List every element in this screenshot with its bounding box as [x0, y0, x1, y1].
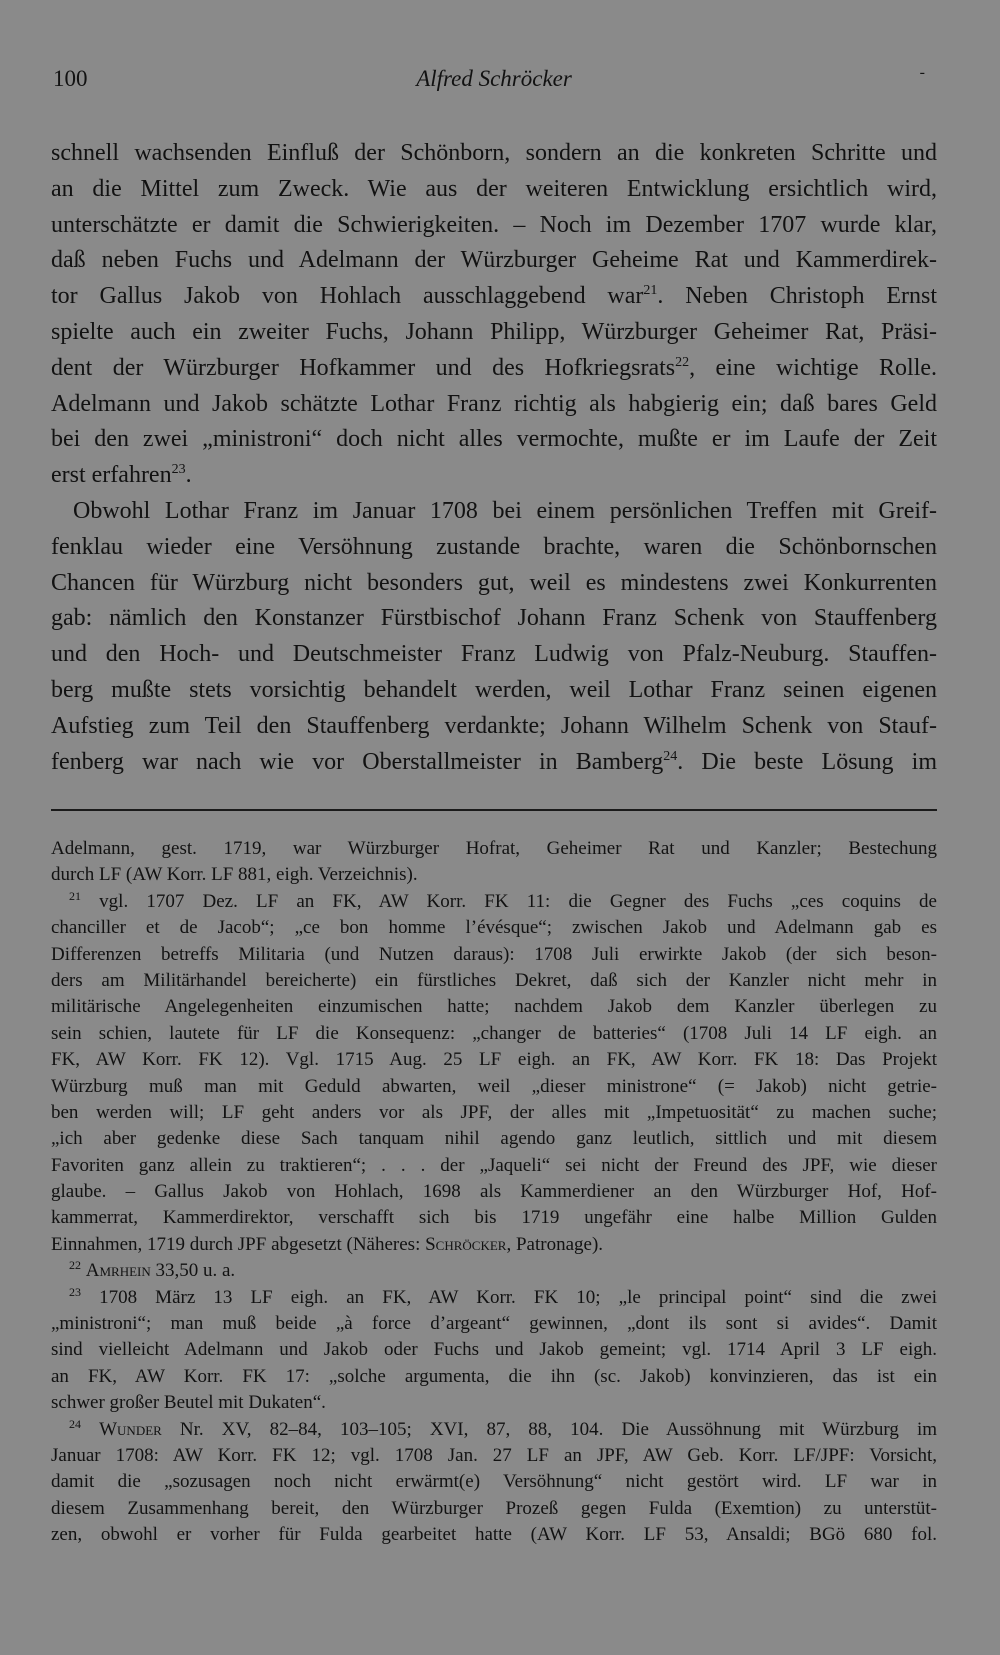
footnote-line: diesem Zusammenhang bereit, den Würzburger Prozeß gegen Fulda (Exemtion) zu unterstüt-	[51, 1497, 937, 1519]
footnote-line: Würzburg muß man mit Geduld abwarten, weil „dieser ministrone“ (= Jakob) nicht getrie-	[51, 1075, 937, 1097]
footnote-21: $^{21}$ vgl. 1707 Dez. LF an FK, AW Korr. FK 11: die Gegner des Fuchs „ces coquins de	[69, 888, 937, 912]
footnote-23: $^{23}$ 1708 März 13 LF eigh. an FK, AW Korr. FK 10; „le principal point“ sind die zwei	[69, 1284, 937, 1308]
footnote-line: FK, AW Korr. FK 12). Vgl. 1715 Aug. 25 LF eigh. an FK, AW Korr. FK 18: Das Projekt	[51, 1049, 937, 1071]
footnote-line: an FK, AW Korr. FK 17: „solche argumenta, die ihn (sc. Jakob) konvinzieren, das ist ein	[51, 1365, 937, 1387]
running-head	[51, 66, 937, 100]
footnote-line: damit die „sozusagen noch nicht erwärmt(e) Versöhnung“ nicht gestört wird. LF war in	[51, 1471, 937, 1493]
text-line: fenberg war nach wie vor Oberstallmeister in Bamberg$^{24}$. Die beste Lösung im	[51, 748, 937, 775]
footnote-line: Einnahmen, 1719 durch JPF abgesetzt (Näheres: Schröcker, Patronage).	[51, 1233, 604, 1255]
print-speck: -	[919, 64, 925, 81]
text-line: spielte auch ein zweiter Fuchs, Johann Philipp, Würzburger Geheimer Rat, Präsi-	[51, 318, 937, 345]
text-line: gab: nämlich den Konstanzer Fürstbischof Johann Franz Schenk von Stauffenberg	[51, 605, 937, 632]
text-line: bei den zwei „ministroni“ doch nicht alles vermochte, mußte er im Laufe der Zeit	[51, 426, 937, 453]
text-line: dent der Würzburger Hofkammer und des Hofkriegsrats$^{22}$, eine wichtige Rolle.	[51, 354, 938, 381]
footnote-line: kammerrat, Kammerdirektor, verschafft sich bis 1719 ungefähr eine halbe Million Gulden	[51, 1207, 937, 1229]
footnote-24: $^{24}$ Wunder Nr. XV, 82–84, 103–105; XVI, 87, 88, 104. Die Aussöhnung mit Würzburg im	[69, 1416, 938, 1440]
footnote-separator	[51, 809, 937, 811]
footnote-line: Adelmann, gest. 1719, war Würzburger Hofrat, Geheimer Rat und Kanzler; Bestechung	[51, 838, 937, 859]
text-line: und den Hoch- und Deutschmeister Franz Ludwig von Pfalz-Neuburg. Stauffen-	[51, 641, 937, 668]
footnote-line: sind vielleicht Adelmann und Jakob oder Fuchs und Jakob gemeint; vgl. 1714 April 3 LF eigh.	[51, 1339, 937, 1361]
footnote-number: 23	[69, 1284, 81, 1299]
body-text	[51, 136, 937, 780]
footnote-line: schwer großer Beutel mit Dukaten“.	[51, 1392, 326, 1414]
footnote-line: „ministroni“; man muß beide „à force d’argeant“ gewinnen, „dont ils sont si avides“. Damit	[51, 1313, 937, 1335]
text-line: tor Gallus Jakob von Hohlach ausschlaggebend war$^{21}$. Neben Christoph Ernst	[51, 283, 937, 310]
footnote-ref-21: 21	[643, 283, 658, 299]
footnote-line: zen, obwohl er vorher für Fulda gearbeitet hatte (AW Korr. LF 53, Ansaldi; BGö 680 fol.	[51, 1524, 937, 1546]
footnote-line: glaube. – Gallus Jakob von Hohlach, 1698 als Kammerdiener an den Würzburger Hof, Hof-	[51, 1181, 937, 1203]
text-line: fenklau wieder eine Versöhnung zustande brachte, waren die Schönbornschen	[51, 533, 937, 560]
footnote-line: chanciller et de Jacob“; „ce bon homme l’évésque“; zwischen Jakob und Adelmann gab es	[51, 917, 937, 939]
footnote-line: ders am Militärhandel bereicherte) ein fürstliches Dekret, daß sich der Kanzler nicht mehr in	[51, 969, 937, 991]
footnote-line: durch LF (AW Korr. LF 881, eigh. Verzeichnis).	[51, 864, 418, 886]
footnote-line: Favoriten ganz allein zu traktieren“; . . . der „Jaqueli“ sei nicht der Freund des JPF, wie dieser	[51, 1154, 937, 1176]
text-line: berg mußte stets vorsichtig behandelt werden, weil Lothar Franz seinen eigenen	[51, 676, 937, 703]
footnotes	[51, 836, 937, 1549]
footnote-line: „ich aber gedenke diese Sach tanquam nihil agendo ganz leutlich, sittlich und mit diesem	[51, 1128, 937, 1150]
text-line: daß neben Fuchs und Adelmann der Würzburger Geheime Rat und Kammerdirek-	[51, 247, 937, 274]
text-line: Aufstieg zum Teil den Stauffenberg verdankte; Johann Wilhelm Schenk von Stauf-	[51, 712, 937, 739]
footnote-22: $^{22}$ Amrhein 33,50 u. a.	[69, 1258, 236, 1282]
footnote-ref-23: 23	[171, 462, 186, 478]
text-line: Adelmann und Jakob schätzte Lothar Franz richtig als habgierig ein; daß bares Geld	[51, 390, 937, 417]
paragraph-start-line: Obwohl Lothar Franz im Januar 1708 bei einem persönlichen Treffen mit Greif-	[73, 497, 937, 524]
text-line: erst erfahren$^{23}$.	[51, 462, 192, 489]
footnote-line: ben werden will; LF geht anders vor als JPF, der alles mit „Impetuosität“ zu machen suche;	[51, 1101, 937, 1123]
text-line: an die Mittel zum Zweck. Wie aus der weiteren Entwicklung ersichtlich wird,	[51, 175, 937, 202]
text-line: Chancen für Würzburg nicht besonders gut, weil es mindestens zwei Konkurrenten	[51, 569, 937, 596]
footnote-line: sein schien, lautete für LF die Konsequenz: „changer de batteries“ (1708 Juli 14 LF eigh. an	[51, 1022, 937, 1044]
footnote-line: militärische Angelegenheiten einzumischen hatte; nachdem Jakob dem Kanzler überlegen zu	[51, 996, 937, 1018]
footnote-number: 22	[69, 1258, 81, 1273]
text-line: unterschätzte er damit die Schwierigkeiten. – Noch im Dezember 1707 wurde klar,	[51, 211, 937, 238]
text-line: schnell wachsenden Einfluß der Schönborn, sondern an die konkreten Schritte und	[51, 140, 937, 166]
page-number: 100	[53, 66, 88, 91]
footnote-ref-22: 22	[675, 354, 690, 370]
footnote-ref-24: 24	[663, 748, 678, 764]
footnote-line: Januar 1708: AW Korr. FK 12; vgl. 1708 Jan. 27 LF an JPF, AW Geb. Korr. LF/JPF: Vorsicht,	[51, 1444, 937, 1466]
footnote-number: 24	[69, 1416, 81, 1431]
footnote-number: 21	[69, 888, 81, 903]
running-head-author: Alfred Schröcker	[416, 66, 572, 91]
footnote-line: Differenzen betreffs Militaria (und Nutzen daraus): 1708 Juli erwirkte Jakob (der sich beson-	[51, 943, 937, 965]
